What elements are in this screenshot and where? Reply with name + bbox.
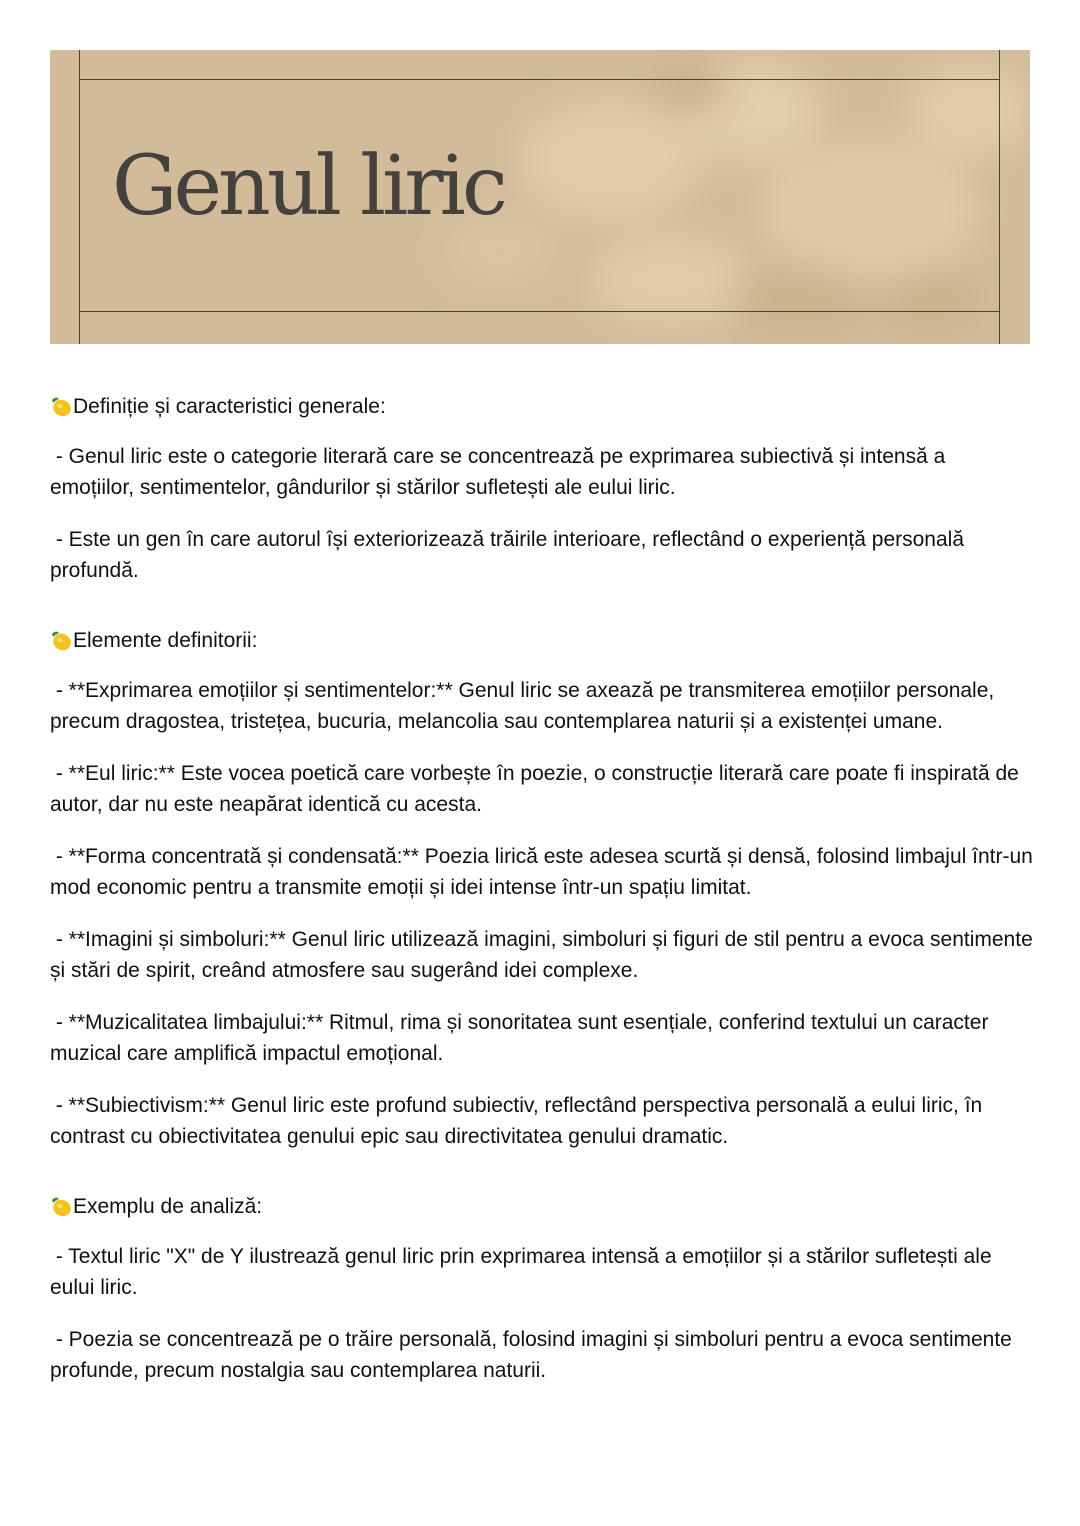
lemon-icon <box>50 396 72 418</box>
paragraph: - **Imagini și simboluri:** Genul liric utilizează imagini, simboluri și figuri de stil pentru a evoca sentimente și stări de spirit, creând atmosfere sau sugerând idei complexe. <box>50 928 1039 982</box>
paragraph: - Poezia se concentrează pe o trăire personală, folosind imagini și simboluri pentru a evoca sentimente profunde, precum nostalgia sau contemplarea naturii. <box>50 1328 1018 1382</box>
paragraph: - **Exprimarea emoțiilor și sentimentelor:** Genul liric se axează pe transmiterea emoțiilor personale, precum dragostea, tristețea, bucuria, melancolia sau contemplarea naturii și a existenței umane. <box>50 679 1001 733</box>
section-heading-text: Definiție și caracteristici generale: <box>73 395 386 418</box>
paragraph: - Genul liric este o categorie literară care se concentrează pe exprimarea subiectivă și intensă a emoțiilor, sentimentelor, gândurilor și stărilor sufletești ale eului liric. <box>50 445 952 499</box>
banner-rule-right <box>999 50 1000 344</box>
document-body <box>50 392 1039 1408</box>
paragraph: - **Eul liric:** Este vocea poetică care vorbește în poezie, o construcție literară care poate fi inspirată de autor, dar nu este neapărat identică cu acesta. <box>50 762 1025 816</box>
section-heading <box>50 1192 1035 1222</box>
paragraph: - **Subiectivism:** Genul liric este profund subiectiv, reflectând perspectiva personală a eului liric, în contrast cu obiectivitatea genului epic sau directivitatea genului dramatic. <box>50 1094 989 1148</box>
section-heading-text: Elemente definitorii: <box>73 629 258 652</box>
paragraph: - Textul liric "X" de Y ilustrează genul liric prin exprimarea intensă a emoțiilor și a stărilor sufletești ale eului liric. <box>50 1245 998 1299</box>
banner-rule-bottom <box>80 311 1000 312</box>
paragraph: - **Muzicalitatea limbajului:** Ritmul, rima și sonoritatea sunt esențiale, conferind textului un caracter muzical care amplifică impactul emoțional. <box>50 1011 995 1065</box>
lemon-icon <box>50 1196 72 1218</box>
section-definition <box>50 392 1035 586</box>
paragraph: - **Forma concentrată și condensată:** Poezia lirică este adesea scurtă și densă, folosind limbajul într-un mod economic pentru a transmite emoții și idei intense într-un spațiu limitat. <box>50 845 1039 899</box>
banner-rule-top <box>80 79 1000 80</box>
section-heading <box>50 626 1035 656</box>
lemon-icon <box>50 630 72 652</box>
section-elements <box>50 626 1039 1152</box>
title-banner <box>50 50 1030 344</box>
page-title: Genul liric <box>112 139 504 234</box>
section-example <box>50 1192 1035 1386</box>
banner-rule-left <box>79 50 80 344</box>
section-heading-text: Exemplu de analiză: <box>73 1195 263 1218</box>
paragraph: - Este un gen în care autorul își exteriorizează trăirile interioare, reflectând o experiență personală profundă. <box>50 528 970 582</box>
section-heading <box>50 392 1035 422</box>
